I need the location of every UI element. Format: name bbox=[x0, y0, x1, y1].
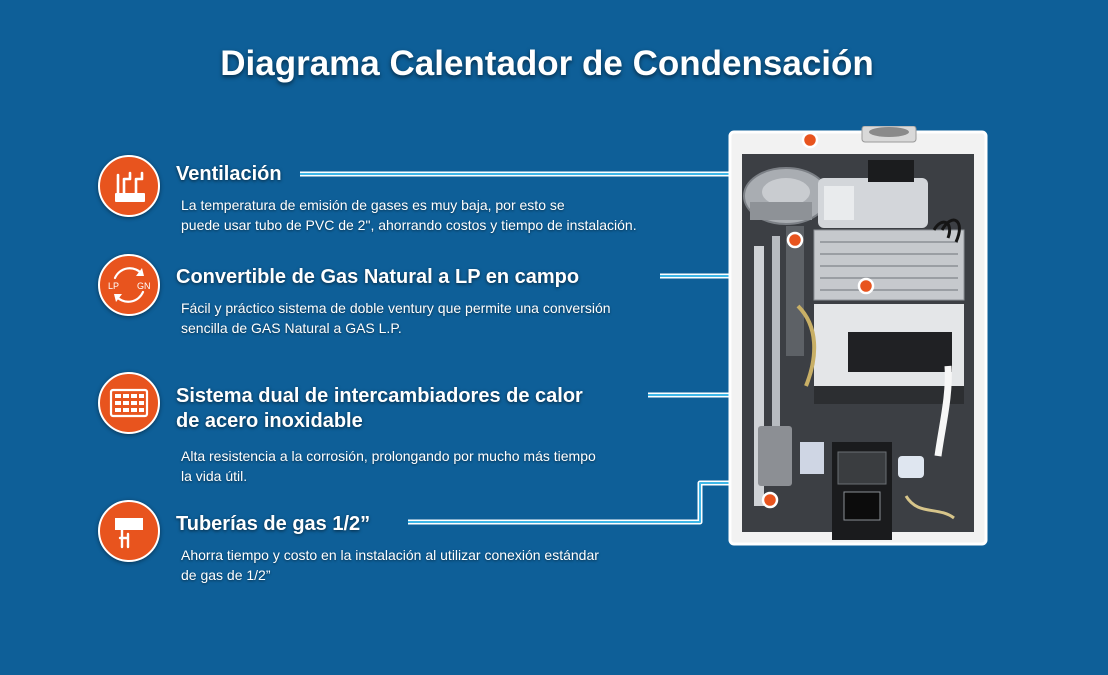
icon-label-lp: LP bbox=[108, 281, 120, 291]
callout-marker-convertible bbox=[788, 233, 802, 247]
condensing-heater-photo bbox=[728, 126, 992, 548]
callout-marker-intercambiadores bbox=[859, 279, 873, 293]
feature-description-tuberias: Ahorra tiempo y costo en la instalación al utilizar conexión estándar de gas de 1/2” bbox=[181, 547, 599, 583]
gas-conversion-icon bbox=[98, 254, 160, 316]
callout-marker-ventilacion bbox=[803, 133, 817, 147]
heat-exchanger-icon bbox=[98, 372, 160, 434]
callout-marker-tuberias bbox=[763, 493, 777, 507]
leader-line-tuberias bbox=[408, 483, 770, 522]
feature-title-ventilacion: Ventilación bbox=[176, 163, 282, 185]
feature-description-intercambiadores: Alta resistencia a la corrosión, prolongando por mucho más tiempo la vida útil. bbox=[181, 448, 596, 484]
vent-pipe-icon bbox=[98, 155, 160, 217]
feature-description-ventilacion: La temperatura de emisión de gases es muy baja, por esto se puede usar tubo de PVC de 2", ahorrando costos y tiempo de instalación. bbox=[181, 197, 637, 233]
gas-pipe-icon bbox=[98, 500, 160, 562]
feature-description-convertible: Fácil y práctico sistema de doble ventury que permite una conversión sencilla de GAS Natural a GAS L.P. bbox=[181, 300, 611, 336]
feature-title-tuberias: Tuberías de gas 1/2” bbox=[176, 513, 371, 535]
page-title: Diagrama Calentador de Condensación bbox=[220, 44, 874, 83]
feature-title-intercambiadores: Sistema dual de intercambiadores de calor de acero inoxidable bbox=[176, 385, 583, 432]
icon-label-gn: GN bbox=[137, 281, 151, 291]
feature-title-convertible: Convertible de Gas Natural a LP en campo bbox=[176, 266, 580, 288]
